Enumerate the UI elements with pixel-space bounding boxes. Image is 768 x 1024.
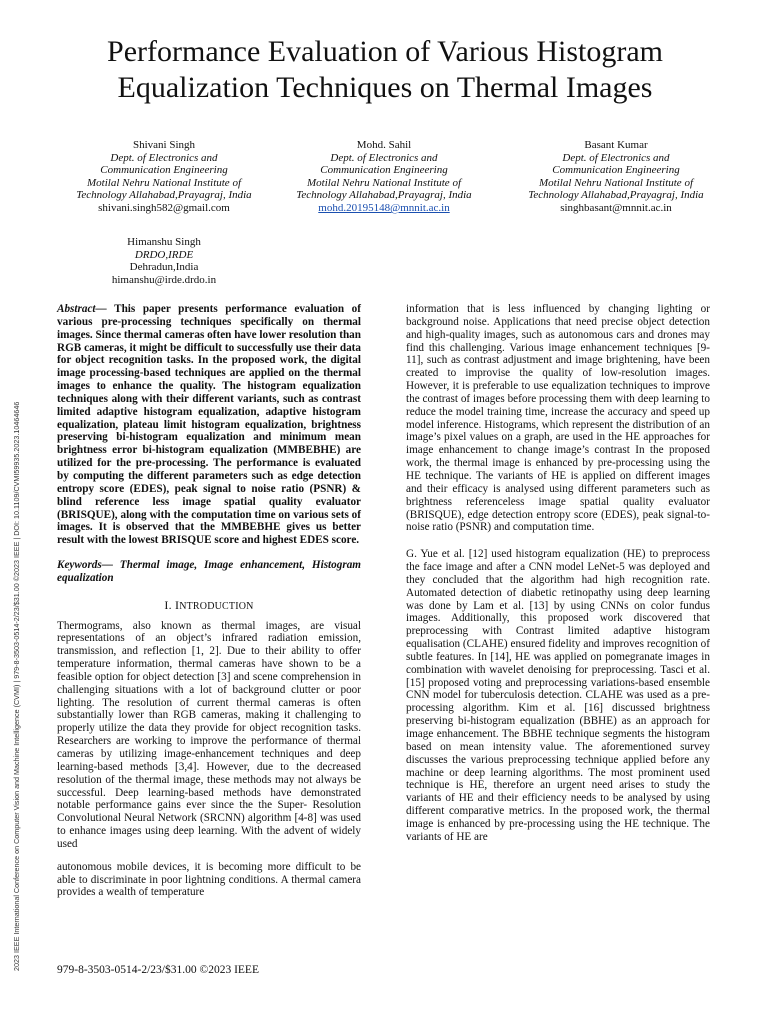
intro-paragraph-2: autonomous mobile devices, it is becoming more difficult to be able to discriminate in poor lightning conditions. A thermal camera provides a wealth of temperature xyxy=(57,860,361,899)
paper-title xyxy=(60,34,710,106)
author-institute: Motilal Nehru National Institute of xyxy=(307,176,461,189)
author-block-1 xyxy=(62,139,266,215)
title-line-1: Performance Evaluation of Various Histogram xyxy=(107,35,663,68)
author-name: Mohd. Sahil xyxy=(356,139,412,151)
abstract xyxy=(57,303,361,547)
author-email: singhbasant@mnnit.ac.in xyxy=(560,201,672,214)
author-institute: Technology Allahabad,Prayagraj, India xyxy=(76,189,252,202)
right-paragraph-2: G. Yue et al. [12] used histogram equalization (HE) to preprocess the face image and after a CNN model LeNet-5 was deployed and they concluded that the algorithm had high recognition rate. Automated detection of diabetic retinopathy using deep learning was done by Lam et al. [13] by using CNNs on color fundus images. Additionally, this proposed work discovered that preprocessing with Contrast limited adaptive histogram equalisation (CLAHE) ensured fidelity and improves recognition of subtle features. In [14], HE was applied on pomegranate images in combination with wavelet denoising for preprocessing. Tasci et al. [15] proposed voting and preprocessing variations-based ensemble CNN model for tuberculosis detection. CLAHE was used as a pre-processing algorithm. Kim et al. [16] discussed brightness preserving bi-histogram equalization (BBHE) as an approach for image enhancement. The BBHE technique segments the histogram based on mean intensity value. The aforementioned survey discusses the various preprocessing technique applied before any machine or deep learning algorithms. The most prominent used technique is HE, therefore an urgent need arises to study the variants of HE and their efficiency needs to be analysed by using different comparative metrics. In the proposed work, the thermal image is enhanced by pre-processing using the HE technique. The variants of HE are xyxy=(406,548,710,843)
author-name: Himanshu Singh xyxy=(127,236,201,248)
right-column xyxy=(406,303,710,844)
author-email: shivani.singh582@gmail.com xyxy=(98,201,230,214)
author-org: DRDO,IRDE xyxy=(134,248,194,261)
author-email-link[interactable]: mohd.20195148@mnnit.ac.in xyxy=(318,201,450,214)
abstract-body: This paper presents performance evaluation of various pre-processing techniques specifically on thermal images. Since thermal cameras often have lower resolution than RGB cameras, it might be difficult to successfully use their data for object recognition tasks. In the proposed work, the digital image processing-based techniques are applied on the thermal images to enhance the quality. The histogram equalization techniques along with their different variants, such as contrast limited adaptive histogram equalization, adaptive histogram equalization, plateau limit histogram equalization, brightness preserving bi-histogram equalization and minimum mean brightness error bi-histogram equalization (MMBEBHE) are utilized for the pre-processing. The performance is evaluated by computing the different parameters such as edge detection entropy score (EDES), peak signal to noise ratio (PSNR) & blind reference less image spatial quality evaluator (BRISQUE), along with the computation time on various sets of images. It is observed that the MMBEBHE gives us better result with the lowest BRISQUE score and highest EDES score. xyxy=(57,303,361,547)
author-dept: Communication Engineering xyxy=(320,164,448,177)
author-dept: Dept. of Electronics and xyxy=(562,151,670,164)
title-line-2: Equalization Techniques on Thermal Images xyxy=(117,71,653,104)
abstract-lead: Abstract— xyxy=(57,303,107,315)
author-dept: Communication Engineering xyxy=(100,164,228,177)
author-email: himanshu@irde.drdo.in xyxy=(111,273,217,286)
keywords: Keywords— Thermal image, Image enhancement, Histogram equalization xyxy=(57,559,361,584)
copyright-footer: 979-8-3503-0514-2/23/$31.00 ©2023 IEEE xyxy=(57,964,259,976)
section-heading-introduction: I. INTRODUCTION xyxy=(164,597,254,612)
author-dept: Communication Engineering xyxy=(552,164,680,177)
author-block-3 xyxy=(514,139,718,215)
author-institute: Motilal Nehru National Institute of xyxy=(87,176,241,189)
author-institute: Technology Allahabad,Prayagraj, India xyxy=(296,189,472,202)
author-institute: Motilal Nehru National Institute of xyxy=(539,176,693,189)
author-name: Shivani Singh xyxy=(132,139,196,151)
right-paragraph-1: information that is less influenced by changing lighting or background noise. Applications that need precise object detection and high-quality images, such as autonomous cars and drones may find this challenging. Various image enhancement techniques [9-11], such as contrast adjustment and image brightening, have been created to improvise the quality of low-resolution images. However, it is preferable to use equalization techniques to improve the contrast of images before processing them with deep learning to reduce the model training time, increase the accuracy and speed up model inference. Histograms, which represent the distribution of an image’s pixel values on a graph, are used in the HE approaches for image enhancement to change image’s contrast In the proposed work, the thermal image is enhanced by pre-processing using the HE technique. The variants of HE is applied on different images and their efficacy is analysed using different parameters such as brightness referenceless image spatial quality evaluator (BRISQUE), edge detection entropy score (EDES), peak signal-to-noise ratio (PSNR) and computation time. xyxy=(406,303,710,534)
intro-paragraph-1: Thermograms, also known as thermal images, are visual representations of an object’s infrared radiation emission, transmission, and reflection [1, 2]. Due to their ability to offer temperature information, thermal cameras have shown to be a feasible option for object detection [3] and scene comprehension in challenging situations with a lot of background clutter or poor lighting. The resolution of current thermal cameras is often substantially lower than RGB cameras, making it challenging to properly utilize the data they provide for object recognition tasks. Researchers are working to improve the performance of thermal cameras by utilizing image-enhancement techniques and deep learning-based methods [3,4]. However, due to the decreased resolution of the thermal image, these methods may not always be successful. Deep learning-based methods have demonstrated notable performance gains ever since the the Super- Resolution Convolutional Neural Network (SRCNN) algorithm [4-8] was used to enhance images using deep learning. With the advent of widely used xyxy=(57,619,361,850)
author-block-2 xyxy=(282,139,486,215)
author-dept: Dept. of Electronics and xyxy=(110,151,218,164)
left-column xyxy=(57,303,361,899)
side-citation-note: 2023 IEEE International Conference on Computer Vision and Machine Intelligence (CVMI) | 979-8-3503-0514-2/23/$31.00 ©2023 IEEE | DOI: 10.1109/CVMI59935.2023.10464646 xyxy=(12,401,21,971)
author-block-4 xyxy=(62,236,266,286)
author-institute: Technology Allahabad,Prayagraj, India xyxy=(528,189,704,202)
author-city: Dehradun,India xyxy=(129,261,199,274)
author-dept: Dept. of Electronics and xyxy=(330,151,438,164)
author-name: Basant Kumar xyxy=(584,139,648,151)
